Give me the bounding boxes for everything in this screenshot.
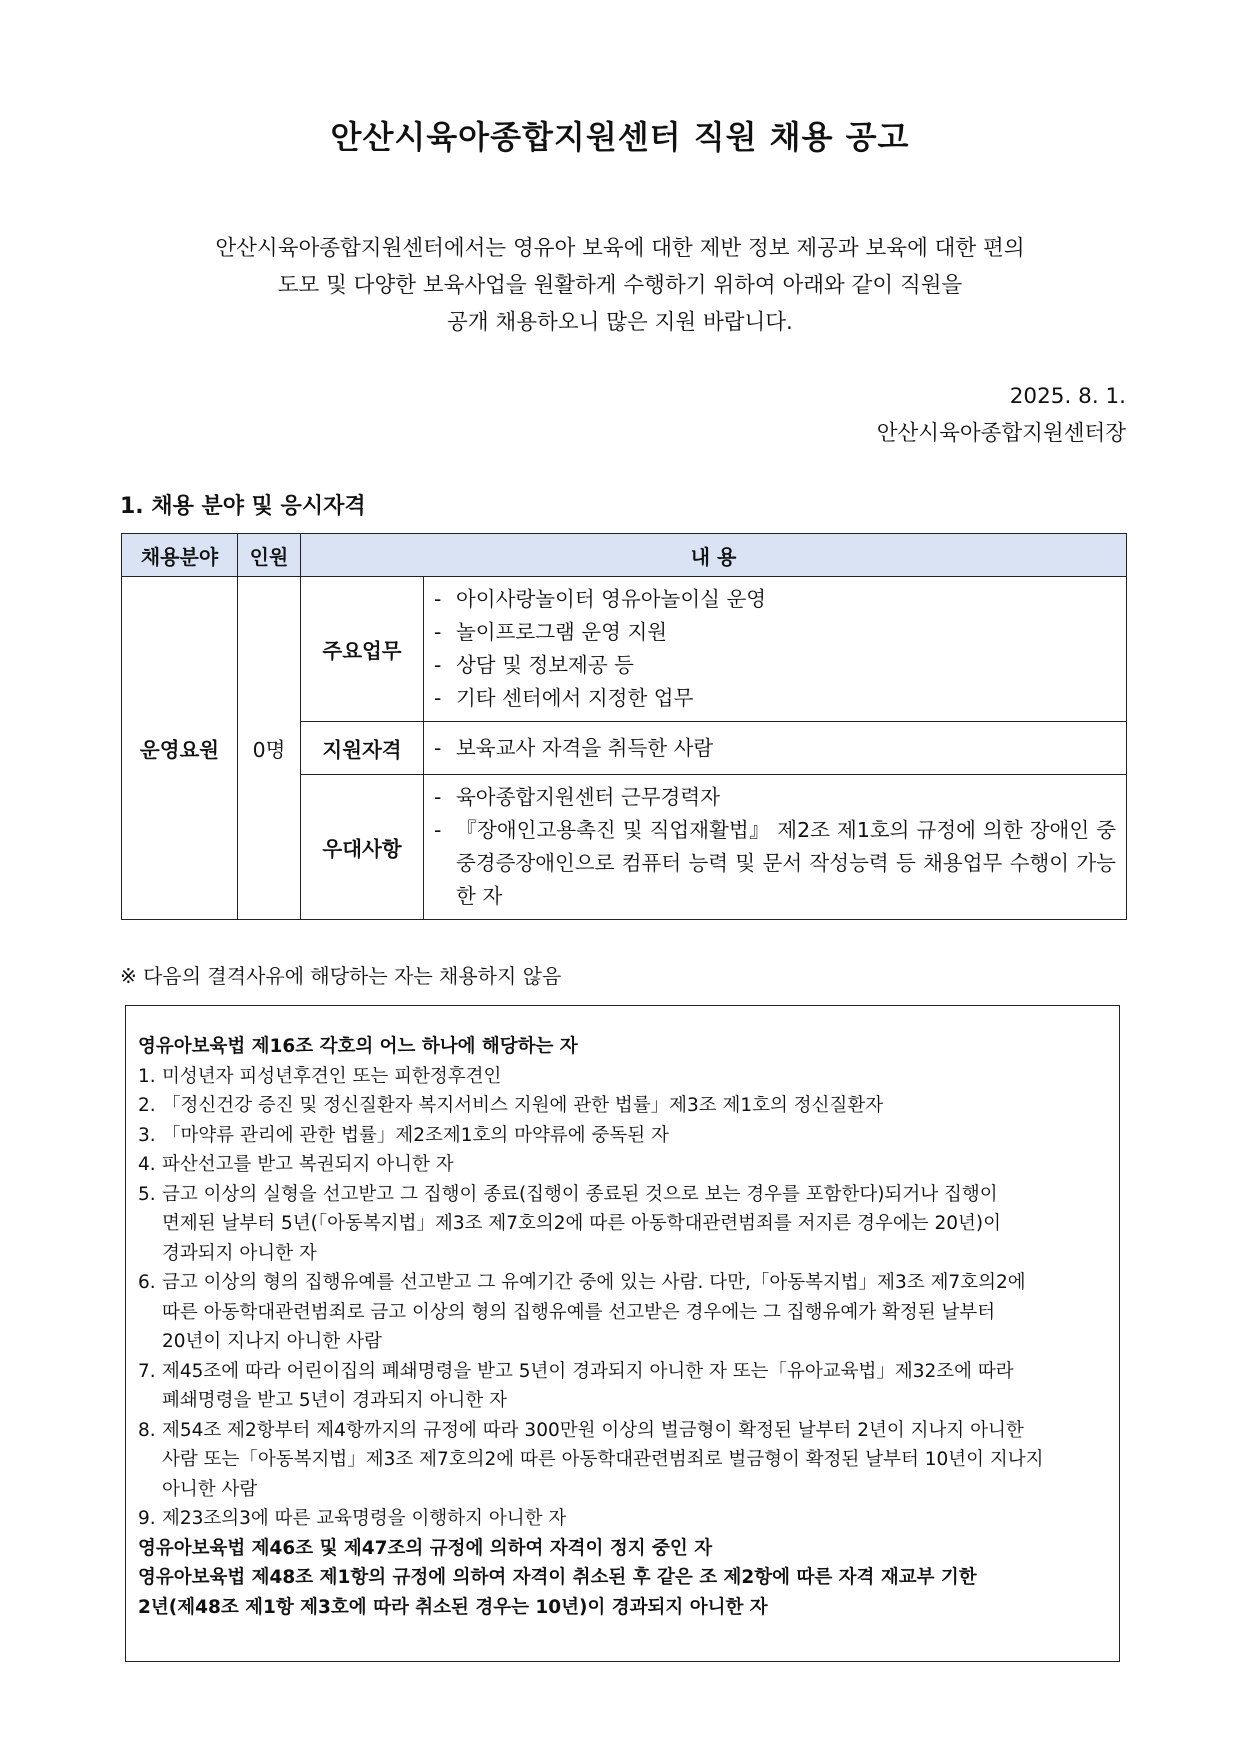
intro-line: 안산시육아종합지원센터에서는 영유아 보육에 대한 제반 정보 제공과 보육에 대한 편의 — [215, 236, 1025, 261]
date-block — [877, 378, 1126, 452]
header-category: 채용분야 — [122, 534, 238, 577]
list-item: 4. 파산선고를 받고 복권되지 아니한 자 — [138, 1154, 454, 1175]
disqualification-footer: 2년(제48조 제1항 제3호에 따라 취소된 경우는 10년)이 경과되지 아니한 자 — [138, 1596, 768, 1618]
intro-paragraph — [120, 230, 1120, 341]
list-item: - 보육교사 자격을 취득한 사람 — [434, 735, 714, 760]
recruit-category: 운영요원 — [122, 577, 238, 920]
disqualification-footer: 영유아보육법 제46조 및 제47조의 규정에 의하여 자격이 정지 중인 자 — [138, 1537, 713, 1559]
issuer: 안산시육아종합지원센터장 — [876, 421, 1126, 446]
row-label-preference: 우대사항 — [301, 775, 424, 920]
row-label-duties: 주요업무 — [301, 577, 424, 722]
recruit-count: 0명 — [238, 577, 301, 920]
page-title: 안산시육아종합지원센터 직원 채용 공고 — [330, 118, 910, 156]
disqualification-footer: 영유아보육법 제48조 제1항의 규정에 의하여 자격이 취소된 후 같은 조 제2항에 따른 자격 재교부 기한 — [138, 1567, 977, 1588]
qualification-list — [424, 722, 1127, 775]
list-item: - 기타 센터에서 지정한 업무 — [434, 686, 694, 710]
list-item: 2. 「정신건강 증진 및 정신질환자 복지서비스 지원에 관한 법률」제3조 제1호의 정신질환자 — [138, 1095, 884, 1116]
intro-line: 도모 및 다양한 보육사업을 원활하게 수행하기 위하여 아래와 같이 직원을 — [277, 273, 963, 298]
list-item: 3. 「마약류 관리에 관한 법률」제2조제1호의 마약류에 중독된 자 — [138, 1124, 669, 1146]
list-item: - 아이사랑놀이터 영유아놀이실 운영 — [434, 587, 767, 611]
list-item: 8. 제54조 제2항부터 제4항까지의 규정에 따라 300만원 이상의 벌금형이 확정된 날부터 2년이 지나지 아니한 사람 또는「아동복지법」제3조 제7호의2에 따른 아동학대관련범죄로 벌금형이 확정된 날부터 10년이 지나지 아니한 사람 — [138, 1419, 1044, 1500]
preference-list — [424, 775, 1127, 920]
header-content: 내 용 — [301, 534, 1127, 577]
list-item: 1. 미성년자 피성년후견인 또는 피한정후견인 — [138, 1065, 502, 1087]
row-label-qualification: 지원자격 — [301, 722, 424, 775]
recruitment-table — [121, 533, 1127, 920]
disqualification-heading: 영유아보육법 제16조 각호의 어느 하나에 해당하는 자 — [138, 1036, 578, 1057]
list-item: 9. 제23조의3에 따른 교육명령을 이행하지 아니한 자 — [138, 1508, 567, 1529]
duties-list — [424, 577, 1127, 722]
section-heading: 1. 채용 분야 및 응시자격 — [120, 494, 366, 519]
list-item: - 『장애인고용촉진 및 직업재활법』 제2조 제1호의 규정에 의한 장애인 중 중경증장애인으로 컴퓨터 능력 및 문서 작성능력 등 채용업무 수행이 가능한 자 — [434, 818, 1116, 908]
header-count: 인원 — [238, 534, 301, 577]
list-item: - 상담 및 정보제공 등 — [434, 653, 634, 677]
table-row — [122, 577, 1127, 722]
announcement-date: 2025. 8. 1. — [1009, 384, 1126, 409]
intro-line: 공개 채용하오니 많은 지원 바랍니다. — [447, 310, 793, 335]
list-item: - 육아종합지원센터 근무경력자 — [434, 785, 720, 809]
table-header-row — [122, 534, 1127, 577]
disqualification-note: ※ 다음의 결격사유에 해당하는 자는 채용하지 않음 — [120, 964, 562, 988]
list-item: 5. 금고 이상의 실형을 선고받고 그 집행이 종료(집행이 종료된 것으로 보는 경우를 포함한다)되거나 집행이 면제된 날부터 5년(「아동복지법」제3조 제7호의2에 따른 아동학대관련범죄를 저지른 경우에는 20년)이 경과되지 아니한 자 — [138, 1183, 1001, 1264]
disqualification-box — [125, 1005, 1120, 1662]
list-item: 6. 금고 이상의 형의 집행유예를 선고받고 그 유예기간 중에 있는 사람. 다만,「아동복지법」제3조 제7호의2에 따른 아동학대관련범죄로 금고 이상의 형의 집행유예를 선고받은 경우에는 그 집행유예가 확정된 날부터 20년이 지나지 아니한 사람 — [138, 1272, 1026, 1352]
list-item: 7. 제45조에 따라 어린이집의 폐쇄명령을 받고 5년이 경과되지 아니한 자 또는「유아교육법」제32조에 따라 폐쇄명령을 받고 5년이 경과되지 아니한 자 — [138, 1360, 1014, 1411]
list-item: - 놀이프로그램 운영 지원 — [434, 620, 668, 644]
